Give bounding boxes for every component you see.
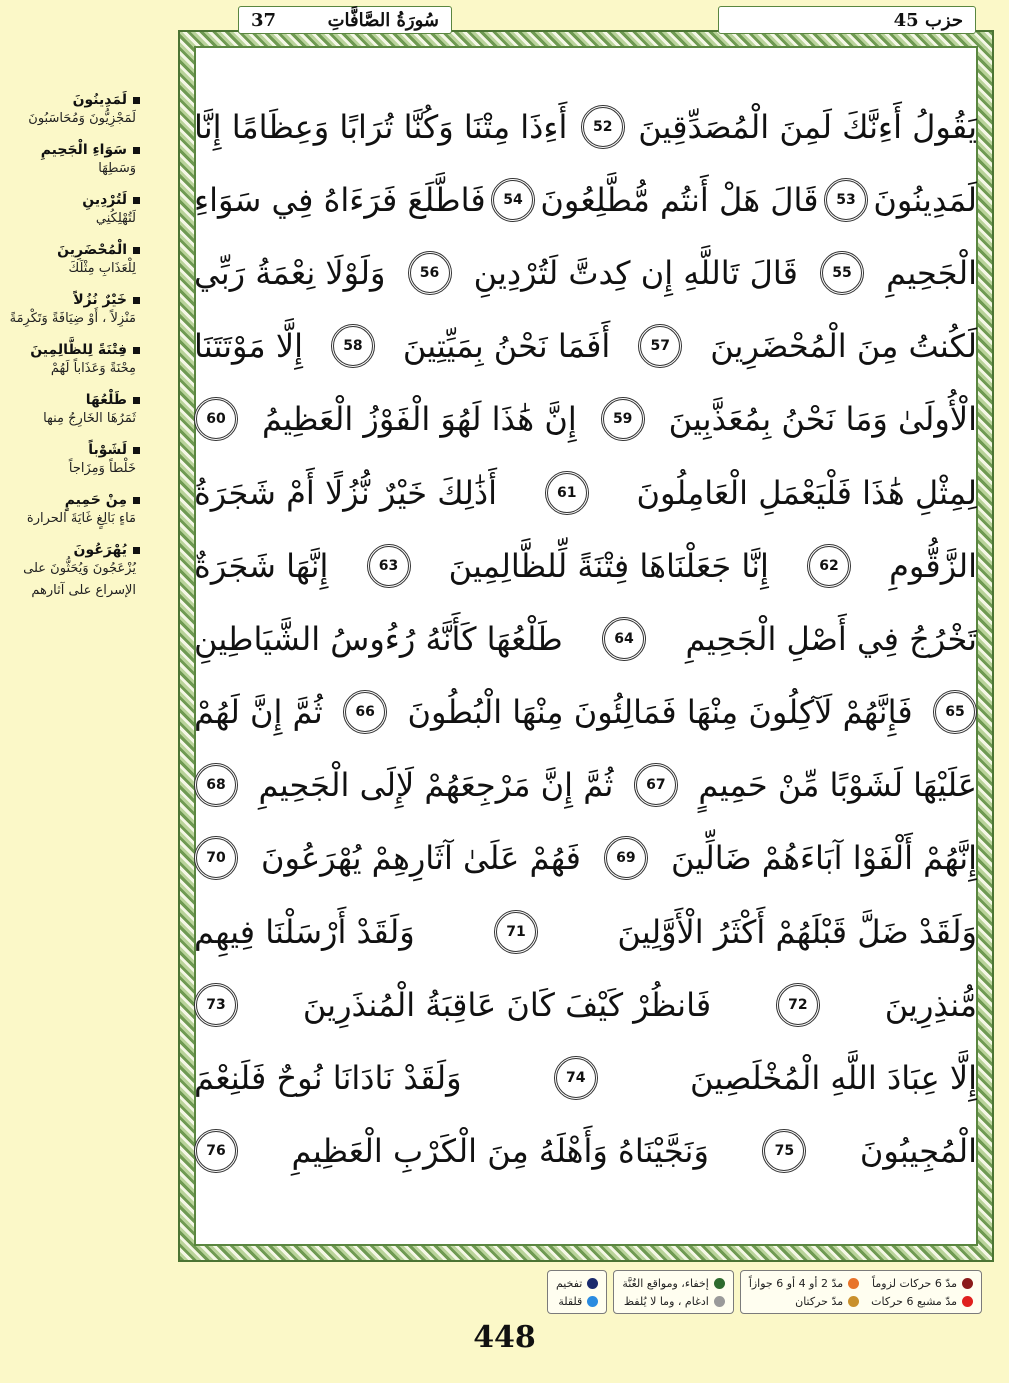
color-dot-icon [962, 1296, 973, 1307]
verse-text: الْأُولَىٰ وَمَا نَحْنُ بِمُعَذَّبِينَ [668, 400, 977, 439]
ayah-number-marker: 74 [554, 1056, 598, 1100]
ayah-line [194, 383, 977, 456]
verse-text: فَإِنَّهُمْ لَآكِلُونَ مِنْهَا فَمَالِئُونَ مِنْهَا الْبُطُونَ [407, 693, 913, 732]
legend-label: مدّ مشبع 6 حركات [871, 1294, 957, 1308]
bullet-icon [133, 547, 140, 554]
glossary-entry [0, 242, 140, 280]
ayah-number-marker: 60 [194, 397, 238, 441]
verse-text: فَانظُرْ كَيْفَ كَانَ عَاقِبَةُ الْمُنذَرِينَ [302, 985, 712, 1024]
glossary-word [0, 242, 140, 258]
ayah-number-marker: 67 [634, 763, 678, 807]
verse-text: ثُمَّ إِنَّ لَهُمْ [194, 693, 323, 732]
surah-header [238, 6, 452, 34]
verse-text: لَمَدِينُونَ [873, 180, 977, 219]
verse-text: عَلَيْهَا لَشَوْبًا مِّنْ حَمِيمٍ [698, 766, 977, 805]
verse-text: قَالَ هَلْ أَنتُم مُّطَّلِعُونَ [540, 180, 819, 219]
ayah-line [194, 1115, 977, 1188]
ayah-line [194, 602, 977, 675]
glossary-entry [0, 142, 140, 180]
bullet-icon [133, 197, 140, 204]
ayah-number-marker: 56 [408, 251, 452, 295]
ayah-number-marker: 53 [824, 178, 868, 222]
ayah-line [194, 236, 977, 309]
ayah-number-marker: 72 [776, 983, 820, 1027]
bullet-icon [133, 297, 140, 304]
verse-text: إِلَّا عِبَادَ اللَّهِ الْمُخْلَصِينَ [690, 1059, 977, 1098]
glossary-entry [0, 342, 140, 380]
glossary-entry [0, 392, 140, 430]
legend-item [622, 1295, 724, 1308]
color-dot-icon [587, 1278, 598, 1289]
legend-ghunna [613, 1270, 733, 1314]
glossary-definition: لَمَجْزِيُّونَ وَمُحَاسَبُونَ [28, 111, 136, 126]
ayah-number-marker: 62 [807, 544, 851, 588]
legend-label: ادغام ، وما لا يُلفظ [623, 1294, 709, 1308]
legend-item [556, 1277, 598, 1290]
verse-text: وَلَوْلَا نِعْمَةُ رَبِّي [194, 253, 386, 292]
verse-text: إِلَّا مَوْتَتَنَا [194, 327, 303, 366]
verse-text: وَلَقَدْ نَادَانَا نُوحٌ فَلَنِعْمَ [194, 1059, 462, 1098]
ayah-number-marker: 75 [762, 1129, 806, 1173]
glossary-term: فِتْنَةً لِلظَّالِمِينَ [30, 342, 127, 358]
glossary-definition: خَلْطاً وَمِزَاجاً [68, 461, 136, 476]
ayah-number-marker: 68 [194, 763, 238, 807]
glossary-definition: لِلْعَذَابِ مِثْلَكَ [68, 261, 136, 276]
ayah-line [194, 529, 977, 602]
glossary-word [0, 542, 140, 558]
ayah-number-marker: 76 [194, 1129, 238, 1173]
ayah-line [194, 456, 977, 529]
hizb-number: 45 [893, 9, 919, 31]
glossary-word [0, 442, 140, 458]
ayah-number-marker: 61 [545, 471, 589, 515]
hizb-label: حزب [924, 9, 963, 31]
legend-item [871, 1277, 973, 1290]
glossary-entry [0, 542, 140, 602]
bullet-icon [133, 247, 140, 254]
verse-text: الْجَحِيمِ [886, 253, 977, 292]
verse-text: قَالَ تَاللَّهِ إِن كِدتَّ لَتُرْدِينِ [473, 253, 798, 292]
glossary-term: خَيْرٌ نُزُلاً [73, 292, 127, 308]
ayah-line [194, 676, 977, 749]
glossary-word [0, 292, 140, 308]
glossary-definition: يُزْعَجُونَ وَيُحَثُّونَ على الإسراع على آثارهم [23, 561, 136, 598]
ayah-line [194, 163, 977, 236]
glossary-entry [0, 492, 140, 530]
ayah-number-marker: 65 [933, 690, 977, 734]
bullet-icon [133, 447, 140, 454]
verse-text: إِنَّ هَٰذَا لَهُوَ الْفَوْزُ الْعَظِيمُ [261, 400, 577, 439]
ayah-number-marker: 70 [194, 836, 238, 880]
bullet-icon [133, 397, 140, 404]
glossary-term: يُهْرَعُونَ [73, 542, 127, 558]
glossary-term: سَوَاءِ الْجَحِيمِ [40, 142, 127, 158]
glossary-word [0, 492, 140, 508]
verse-text: إِنَّهَا شَجَرَةٌ [194, 546, 329, 585]
ayah-line [194, 968, 977, 1041]
glossary-term: لَشَوْباً [88, 442, 127, 458]
glossary-term: الْمُحْضَرِينَ [57, 242, 127, 258]
glossary-definition: لَتُهْلِكُنِي [95, 211, 136, 226]
glossary-term: لَمَدِينُونَ [72, 92, 127, 108]
glossary-entry [0, 92, 140, 130]
bullet-icon [133, 347, 140, 354]
glossary-entry [0, 292, 140, 330]
verse-text: فَهُمْ عَلَىٰ آثَارِهِمْ يُهْرَعُونَ [261, 839, 581, 878]
color-dot-icon [714, 1278, 725, 1289]
glossary-term: طَلْعُهَا [85, 392, 127, 408]
verse-text: وَنَجَّيْنَاهُ وَأَهْلَهُ مِنَ الْكَرْبِ الْعَظِيمِ [291, 1132, 709, 1171]
verse-text: فَاطَّلَعَ فَرَءَاهُ فِي سَوَاءِ [194, 180, 486, 219]
bullet-icon [133, 497, 140, 504]
legend-label: تفخيم [555, 1276, 583, 1290]
ayah-line [194, 749, 977, 822]
glossary-term: لَتُرْدِينِ [82, 192, 127, 208]
ayah-number-marker: 63 [367, 544, 411, 588]
legend-label: مدّ 6 حركات لزوماً [872, 1276, 957, 1290]
verse-text: الزَّقُّومِ [889, 546, 977, 585]
glossary-definition: ثَمَرُهَا الخَارِجُ مِنها [43, 411, 136, 426]
verse-text: إِنَّهُمْ أَلْفَوْا آبَاءَهُمْ ضَالِّينَ [670, 839, 977, 878]
glossary-definition: مَنْزِلاً ، أَوْ ضِيَافَةً وَتَكْرِمَةً [9, 311, 136, 326]
ayah-number-marker: 73 [194, 983, 238, 1027]
hizb-header [718, 6, 976, 34]
glossary-word [0, 142, 140, 158]
legend-label: مدّ 2 أو 4 أو 6 جوازاً [748, 1276, 844, 1290]
bullet-icon [133, 97, 140, 104]
verse-text: أَذَٰلِكَ خَيْرٌ نُّزُلًا أَمْ شَجَرَةُ [194, 473, 498, 512]
verse-text: لَكُنتُ مِنَ الْمُحْضَرِينَ [710, 327, 977, 366]
ayah-number-marker: 58 [331, 324, 375, 368]
glossary-word [0, 192, 140, 208]
verse-text: وَلَقَدْ أَرْسَلْنَا فِيهِم [194, 912, 415, 951]
tajweed-legend [196, 1270, 982, 1314]
glossary-sidebar [0, 92, 174, 614]
ayah-line [194, 310, 977, 383]
legend-label: قلقلة [558, 1294, 583, 1308]
glossary-word [0, 92, 140, 108]
glossary-word [0, 392, 140, 408]
surah-name: سُورَةُ الصَّافَّاتِ [327, 9, 439, 31]
legend-item [749, 1295, 859, 1308]
legend-item [871, 1295, 973, 1308]
glossary-definition: وَسَطِهَا [98, 161, 136, 176]
color-dot-icon [848, 1296, 859, 1307]
ayah-line [194, 895, 977, 968]
ayah-number-marker: 71 [494, 910, 538, 954]
verse-text: الْمُجِيبُونَ [859, 1132, 977, 1171]
color-dot-icon [587, 1296, 598, 1307]
surah-number: 37 [251, 9, 277, 31]
ayah-line [194, 822, 977, 895]
verse-text: مُّنذِرِينَ [884, 985, 977, 1024]
verse-text: ثُمَّ إِنَّ مَرْجِعَهُمْ لَإِلَى الْجَحِيمِ [258, 766, 614, 805]
legend-tafkhim [547, 1270, 607, 1314]
ayah-number-marker: 59 [601, 397, 645, 441]
ayah-number-marker: 64 [602, 617, 646, 661]
legend-label: مدّ حركتان [795, 1294, 844, 1308]
ayah-number-marker: 52 [581, 105, 625, 149]
verse-text: طَلْعُهَا كَأَنَّهُ رُءُوسُ الشَّيَاطِينِ [194, 619, 563, 658]
ayah-number-marker: 66 [343, 690, 387, 734]
quran-text [194, 90, 977, 1188]
ayah-line [194, 90, 977, 163]
legend-madd [740, 1270, 982, 1314]
bullet-icon [133, 147, 140, 154]
color-dot-icon [714, 1296, 725, 1307]
verse-text: وَلَقَدْ ضَلَّ قَبْلَهُمْ أَكْثَرُ الْأَوَّلِينَ [617, 912, 977, 951]
ayah-number-marker: 55 [820, 251, 864, 295]
verse-text: أَفَمَا نَحْنُ بِمَيِّتِينَ [402, 327, 611, 366]
ayah-number-marker: 57 [638, 324, 682, 368]
verse-text: لِمِثْلِ هَٰذَا فَلْيَعْمَلِ الْعَامِلُونَ [636, 473, 977, 512]
ayah-number-marker: 54 [491, 178, 535, 222]
glossary-word [0, 342, 140, 358]
ayah-number-marker: 69 [604, 836, 648, 880]
verse-text: يَقُولُ أَءِنَّكَ لَمِنَ الْمُصَدِّقِينَ [638, 107, 977, 146]
glossary-definition: مَاءٍ بَالِغٍ غَايَةَ الحرارة [26, 511, 136, 526]
page-number: 448 [473, 1320, 536, 1355]
glossary-entry [0, 192, 140, 230]
verse-text: تَخْرُجُ فِي أَصْلِ الْجَحِيمِ [685, 619, 977, 658]
ayah-line [194, 1041, 977, 1114]
color-dot-icon [962, 1278, 973, 1289]
legend-item [749, 1277, 859, 1290]
glossary-entry [0, 442, 140, 480]
verse-text: إِنَّا جَعَلْنَاهَا فِتْنَةً لِّلظَّالِمِينَ [448, 546, 769, 585]
glossary-definition: مِحْنَةً وَعَذَاباً لَهُمْ [50, 361, 136, 376]
legend-item [622, 1277, 724, 1290]
legend-label: إخفاء، ومواقع الغُنَّة [622, 1276, 709, 1290]
color-dot-icon [848, 1278, 859, 1289]
legend-item [556, 1295, 598, 1308]
glossary-term: مِنْ حَمِيمٍ [64, 492, 127, 508]
verse-text: أَءِذَا مِتْنَا وَكُنَّا تُرَابًا وَعِظَامًا إِنَّا [194, 107, 568, 146]
